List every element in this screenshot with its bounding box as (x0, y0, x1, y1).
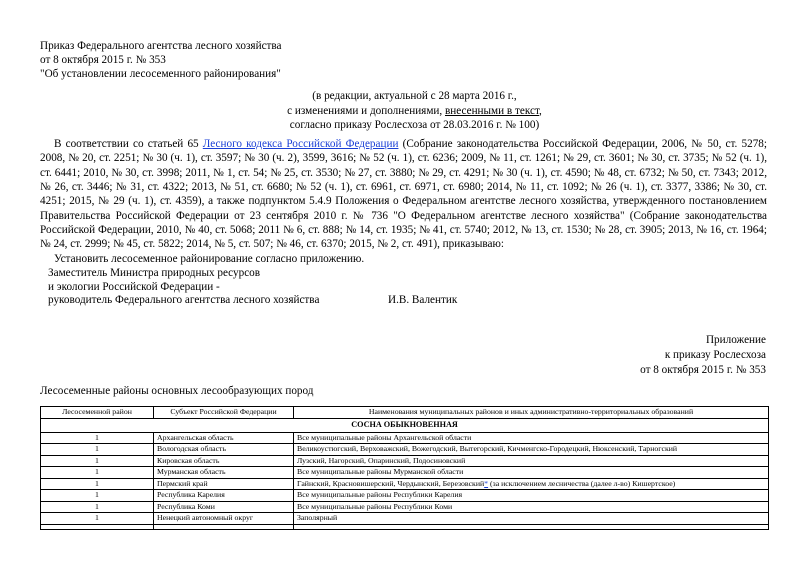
areas-cell: Все муниципальные районы Архангельской области (294, 432, 769, 444)
signer-position-3: руководитель Федерального агентства лесного хозяйства (48, 294, 320, 306)
zone-cell: 1 (41, 513, 154, 525)
areas-cell (294, 524, 769, 529)
signer-name: И.В. Валентик (388, 294, 458, 306)
table-row (41, 478, 769, 490)
signer-position-1: Заместитель Министра природных ресурсов (48, 267, 261, 279)
table-row-partial (41, 524, 769, 529)
areas-note: (за исключением лесничества (далее л-во) Кишертское) (488, 478, 676, 488)
table-row (41, 513, 769, 525)
column-header-zone: Лесосеменной район (41, 407, 154, 419)
subject-cell: Вологодская область (154, 444, 294, 456)
table-row (41, 501, 769, 513)
areas-cell: Заполярный (294, 513, 769, 525)
table-row (41, 455, 769, 467)
column-header-areas: Наименования муниципальных районов и иных административно-территориальных образований (294, 407, 769, 419)
annex-header (640, 333, 766, 378)
footnote-link[interactable]: * (484, 478, 489, 488)
decision-paragraph: Установить лесосеменное районирование согласно приложению. (54, 252, 365, 265)
edition-note (0, 89, 807, 133)
zone-cell: 1 (41, 444, 154, 456)
areas-cell: Великоустюгский, Верховажский, Вожегодский, Вытегорский, Кичменгско-Городецкий, Нюксенский, Тарногский (294, 444, 769, 456)
preamble-text-start: В соответствии со статьей 65 (54, 138, 203, 150)
order-body (40, 137, 767, 266)
order-date: от 8 октября 2015 г. № 353 (40, 54, 166, 66)
areas-cell: Все муниципальные районы Республики Карелия (294, 490, 769, 502)
table-row (41, 490, 769, 502)
section-title: СОСНА ОБЫКНОВЕННАЯ (41, 418, 769, 432)
subject-cell: Пермский край (154, 478, 294, 490)
signature-block (48, 267, 319, 308)
table-row (41, 467, 769, 479)
zone-cell: 1 (41, 490, 154, 502)
areas-cell: Все муниципальные районы Республики Коми (294, 501, 769, 513)
subject-cell: Ненецкий автономный округ (154, 513, 294, 525)
zone-cell: 1 (41, 501, 154, 513)
seed-zones-table (40, 406, 769, 530)
zone-cell: 1 (41, 467, 154, 479)
subject-cell: Мурманская область (154, 467, 294, 479)
amendments-link[interactable]: внесенными в текст (444, 104, 540, 117)
areas-cell: Лузский, Нагорский, Опаринский, Подосиновский (294, 455, 769, 467)
subject-cell: Архангельская область (154, 432, 294, 444)
zone-cell (41, 524, 154, 529)
subject-cell: Республика Карелия (154, 490, 294, 502)
edition-line-2 (0, 104, 807, 119)
annex-reference: к приказу Рослесхоза (664, 349, 766, 361)
table-row (41, 432, 769, 444)
zone-cell: 1 (41, 478, 154, 490)
table-row (41, 444, 769, 456)
areas-cell: Все муниципальные районы Мурманской области (294, 467, 769, 479)
edition-line-2-tail: , (539, 104, 542, 117)
edition-line-3: согласно приказу Рослесхоза от 28.03.2016 г. № 100) (289, 119, 540, 131)
zone-cell: 1 (41, 455, 154, 467)
preamble-paragraph (40, 137, 767, 252)
annex-date: от 8 октября 2015 г. № 353 (640, 364, 766, 376)
order-title: Приказ Федерального агентства лесного хозяйства (40, 40, 282, 52)
section-row (41, 418, 769, 432)
order-header (40, 39, 282, 81)
areas-text: Гайнский, Красновишерский, Чердынский, Березовский (297, 478, 485, 488)
order-subject: "Об установлении лесосеменного районирования" (40, 68, 281, 80)
edition-line-2-text: с изменениями и дополнениями, (287, 104, 445, 117)
zone-cell: 1 (41, 432, 154, 444)
table-title: Лесосеменные районы основных лесообразующих пород (40, 385, 314, 397)
areas-cell (294, 478, 769, 490)
annex-label: Приложение (705, 334, 766, 346)
edition-line-1: (в редакции, актуальной с 28 марта 2016 г., (312, 90, 517, 102)
preamble-text-rest: (Собрание законодательства Российской Федерации, 2006, № 50, ст. 5278; 2008, № 20, ст. 2251; № 30 (ч. 1), ст. 3597; № 30 (ч. 2), 3599, 3616; № 52 (ч. 1), ст. 6236; 2009, № 11, ст. 1261; № 29, ст. 3601; № 30, ст. 3735; № 52 (ч. 1), ст. 6441; 2010, № 30, ст. 3998; 2011, № 1, ст. 54; № 25, ст. 3530; № 27, ст. 3880; № 29, ст. 4291; № 30 (ч. 1), ст. 4590; № 48, ст. 6732; № 50, ст. 7343; 2012, № 26, ст. 3446; № 31, ст. 4322; 2013, № 51, ст. 6680; № 52 (ч. 1), ст. 6961, ст. 6971, ст. 6980; 2014, № 11, ст. 1092; № 26 (ч. 1), ст. 3377, 3386; № 30, ст. 4251; 2015, № 29 (ч. 1), ст. 4359), а также подпунктом 5.4.9 Положения о Федеральном агентстве лесного хозяйства, утвержденного постановлением Правительства Российской Федерации от 23 сентября 2010 г. № 736 "О Федеральном агентстве лесного хозяйства" (Собрание законодательства Российской Федерации, 2010, № 40, ст. 5068; 2011 № 6, ст. 888; № 14, ст. 1935; № 41, ст. 5740; 2012, № 13, ст. 1530; № 28, ст. 3905; 2013, № 16, ст. 1964; № 24, ст. 2999; № 45, ст. 5822; 2014, № 5, ст. 507; № 46, ст. 6370; 2015, № 2, ст. 491), приказываю: (40, 138, 767, 251)
forest-code-link[interactable]: Лесного кодекса Российской Федерации (202, 138, 399, 150)
subject-cell (154, 524, 294, 529)
table-header-row (41, 407, 769, 419)
signer-position-2: и экологии Российской Федерации - (48, 280, 220, 293)
column-header-subject: Субъект Российской Федерации (154, 407, 294, 419)
subject-cell: Кировская область (154, 455, 294, 467)
subject-cell: Республика Коми (154, 501, 294, 513)
